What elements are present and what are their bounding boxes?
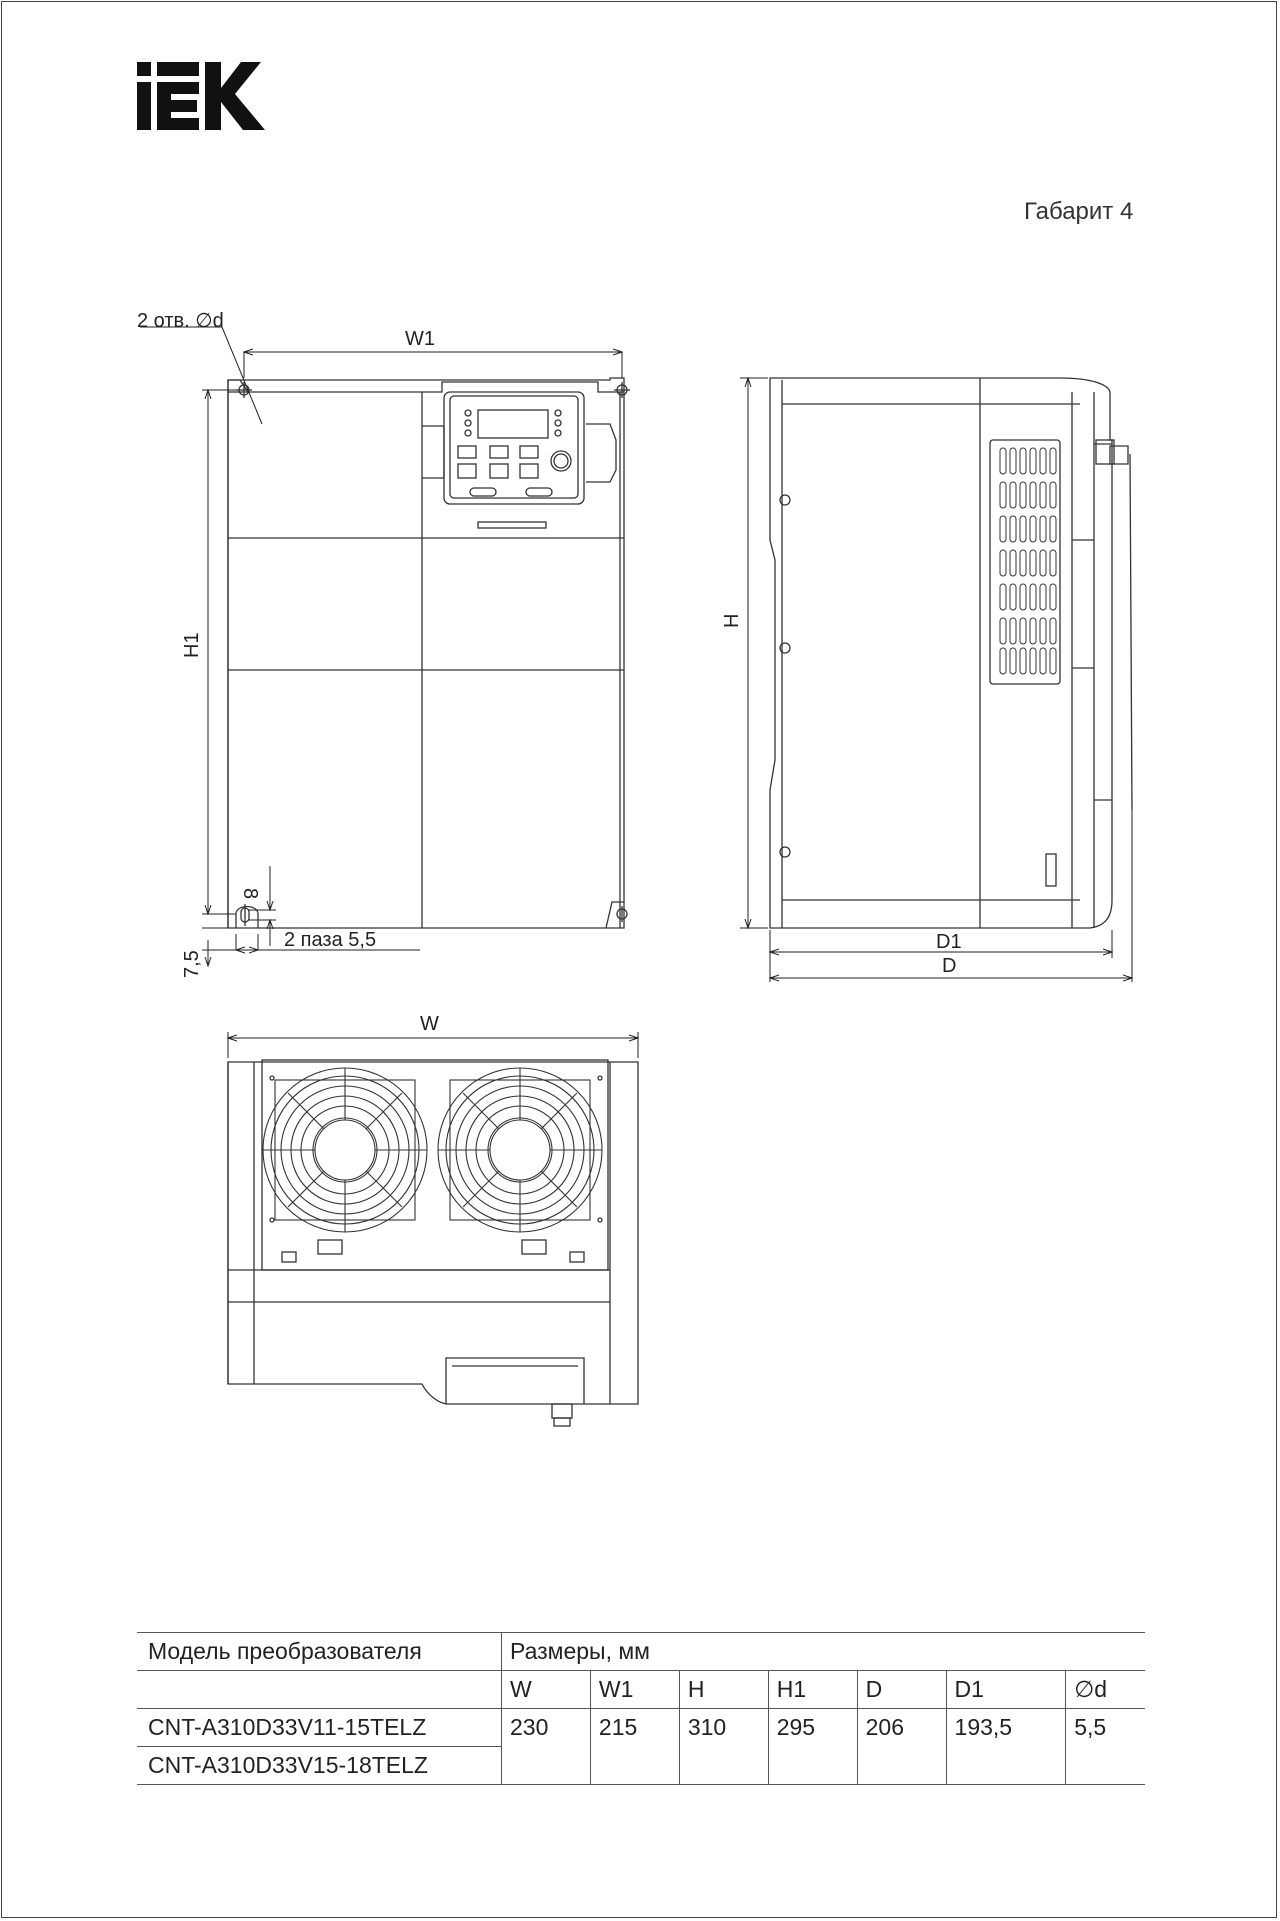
model-name: CNT-A310D33V11-15TELZ <box>137 1709 502 1747</box>
d1-dimension-label: D1 <box>936 931 962 953</box>
column-header: D1 <box>946 1671 1066 1709</box>
side-view <box>770 378 1132 928</box>
h1-dimension-label: H1 <box>181 632 203 658</box>
column-header: W1 <box>590 1671 679 1709</box>
value-cell: 193,5 <box>946 1709 1066 1747</box>
d-dimension-label: D <box>942 955 957 977</box>
slot-offset-label: 8 <box>239 888 261 900</box>
column-header: H <box>679 1671 768 1709</box>
value-cell: 215 <box>590 1709 679 1747</box>
side-vent-slots <box>1000 448 1056 674</box>
h-dimension-label: H <box>721 613 743 628</box>
side-dimensions <box>740 378 1132 982</box>
holes-label: 2 отв. ∅d <box>137 310 224 332</box>
value-cell: 310 <box>679 1709 768 1747</box>
value-cell: 295 <box>768 1709 857 1747</box>
column-header: D <box>857 1671 946 1709</box>
gabarit-label: Габарит 4 <box>1024 198 1134 225</box>
model-header-spacer <box>137 1671 502 1709</box>
w-dimension-label: W <box>420 1013 439 1035</box>
w1-dimension-label: W1 <box>405 328 435 350</box>
column-header: ∅d <box>1066 1671 1145 1709</box>
bottom-view <box>228 1060 638 1426</box>
value-cell: 206 <box>857 1709 946 1747</box>
column-header: W <box>502 1671 591 1709</box>
front-dimensions <box>140 327 622 966</box>
bottom-offset-label: 7,5 <box>181 950 203 978</box>
bottom-dimensions <box>228 1032 638 1058</box>
front-view <box>228 378 630 928</box>
sizes-header: Размеры, мм <box>502 1633 1146 1671</box>
model-header: Модель преобразователя <box>137 1633 502 1671</box>
value-cell: 230 <box>502 1709 591 1747</box>
model-name: CNT-A310D33V15-18TELZ <box>137 1747 502 1785</box>
value-cell: 5,5 <box>1066 1709 1145 1747</box>
dimensions-table <box>137 1632 1145 1785</box>
slots-label: 2 паза 5,5 <box>284 929 377 951</box>
column-header: H1 <box>768 1671 857 1709</box>
